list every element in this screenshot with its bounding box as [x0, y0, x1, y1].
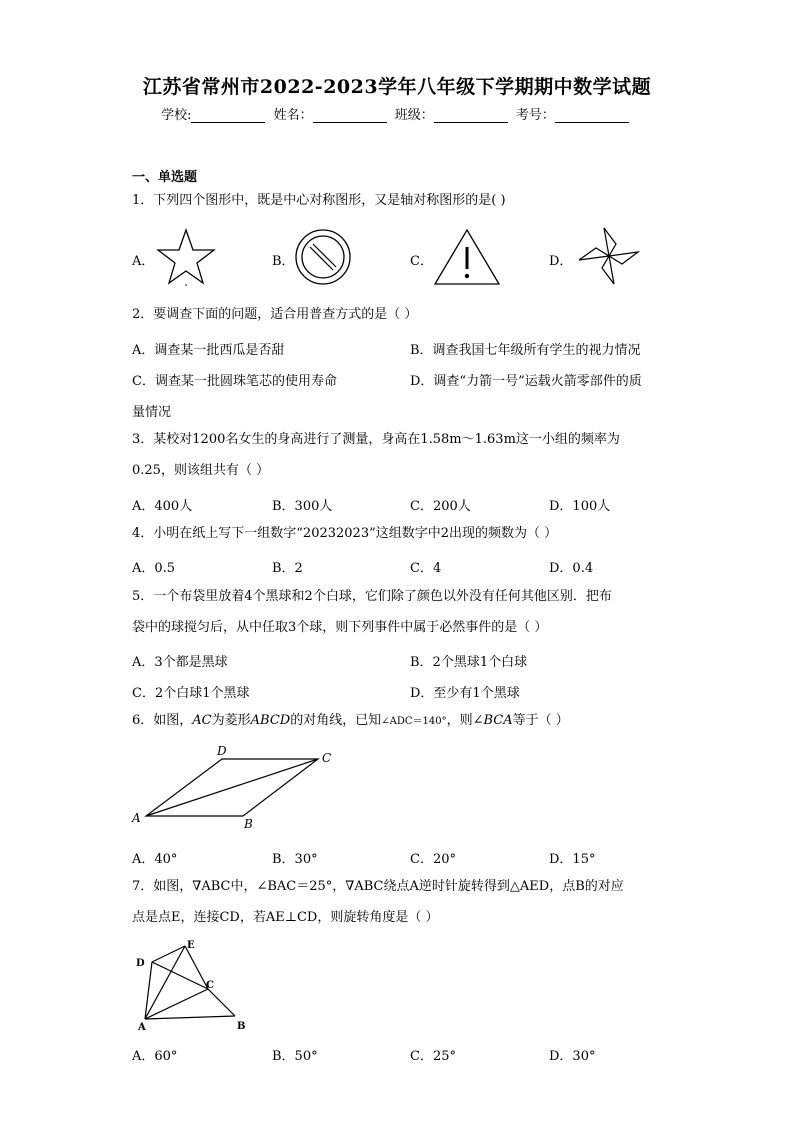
label-a: A: [132, 811, 141, 825]
school-blank[interactable]: [191, 109, 265, 123]
number-label: 考号：: [515, 108, 555, 123]
q2-stem: 2．要调查下面的问题，适合用普查方式的是（ ）: [132, 307, 418, 322]
q6-option-b[interactable]: B．30°: [272, 852, 318, 867]
rhombus-diagram: [128, 742, 348, 834]
q6-abcd: ABCD: [250, 713, 291, 728]
warning-triangle-icon: [432, 227, 502, 289]
label-c: C: [206, 980, 214, 991]
school-label: 学校:: [161, 108, 192, 123]
q6-option-d[interactable]: D．15°: [549, 852, 596, 867]
label-b: B: [237, 1021, 246, 1032]
q4-option-d[interactable]: D．0.4: [549, 561, 594, 576]
q3-option-a[interactable]: A．400人: [132, 499, 193, 514]
q3-option-d[interactable]: D．100人: [549, 499, 611, 514]
rotation-diagram: [130, 936, 260, 1036]
q6-option-c[interactable]: C．20°: [410, 852, 456, 867]
q6-angle-bca: ∠BCA: [472, 713, 513, 728]
q5-option-b[interactable]: B．2个黑球1个白球: [410, 655, 528, 670]
q5-stem-line1: 5．一个布袋里放着4个黑球和2个白球，它们除了颜色以外没有任何其他区别．把布: [132, 589, 612, 604]
q7-option-c[interactable]: C．25°: [410, 1049, 456, 1064]
star-icon: [155, 226, 217, 286]
page-title: 江苏省常州市2022-2023学年八年级下学期期中数学试题: [142, 76, 652, 98]
q7-option-a[interactable]: A．60°: [132, 1049, 178, 1064]
q3-option-c[interactable]: C．200人: [410, 499, 471, 514]
q2-option-d[interactable]: D．调查“力箭一号”运载火箭零部件的质: [410, 374, 642, 389]
q2-option-a[interactable]: A．调查某一批西瓜是否甜: [132, 343, 285, 358]
no-sign-icon: [294, 228, 352, 286]
label-e: E: [187, 940, 195, 951]
q3-stem-line2: 0.25，则该组共有（ ）: [132, 463, 270, 478]
q6-angle-adc: ∠ADC＝140°: [381, 716, 447, 727]
q5-option-a[interactable]: A．3个都是黑球: [132, 655, 228, 670]
q1-stem: 1．下列四个图形中，既是中心对称图形，又是轴对称图形的是( ): [132, 193, 506, 208]
q1-option-b[interactable]: B．: [272, 254, 295, 269]
q1-option-c[interactable]: C．: [410, 254, 433, 269]
section-heading: 一、单选题: [132, 170, 198, 185]
q7-option-d[interactable]: D．30°: [549, 1049, 596, 1064]
q4-option-a[interactable]: A．0.5: [132, 561, 176, 576]
q5-option-c[interactable]: C．2个白球1个黑球: [132, 686, 250, 701]
class-label: 班级：: [394, 108, 434, 123]
q1-option-a[interactable]: A．: [132, 254, 155, 269]
q6-option-a[interactable]: A．40°: [132, 852, 178, 867]
q2-option-d-cont: 量情况: [132, 405, 172, 420]
number-blank[interactable]: [555, 109, 629, 123]
q3-option-b[interactable]: B．300人: [272, 499, 333, 514]
q6-text: 等于（ ）: [512, 713, 569, 728]
pinwheel-icon: [574, 222, 644, 290]
label-b: B: [244, 817, 253, 831]
q4-option-c[interactable]: C．4: [410, 561, 442, 576]
label-a: A: [138, 1022, 146, 1033]
label-c: C: [322, 751, 332, 765]
q7-stem-line1: 7．如图，∇ABC中，∠BAC＝25°，∇ABC绕点A逆时针旋转得到△AED，点B的对应: [132, 879, 624, 894]
name-label: 姓名：: [273, 108, 313, 123]
student-info-line: [0, 104, 794, 123]
q4-stem: 4．小明在纸上写下一组数字“20232023”这组数字中2出现的频数为（ ）: [132, 526, 558, 541]
q3-stem-line1: 3．某校对1200名女生的身高进行了测量，身高在1.58m～1.63m这一小组的频率为: [132, 432, 620, 447]
q6-text: 6．如图，: [132, 713, 193, 728]
q2-option-c[interactable]: C．调查某一批圆珠笔芯的使用寿命: [132, 374, 337, 389]
q6-stem: [132, 713, 569, 730]
label-d: D: [136, 958, 145, 969]
q7-stem-line2: 点是点E，连接CD，若AE⊥CD，则旋转角度是（ ）: [132, 910, 439, 925]
q6-text: ，则: [446, 713, 473, 728]
name-blank[interactable]: [313, 109, 387, 123]
q7-option-b[interactable]: B．50°: [272, 1049, 318, 1064]
q4-option-b[interactable]: B．2: [272, 561, 303, 576]
class-blank[interactable]: [434, 109, 508, 123]
q1-option-d[interactable]: D．: [549, 254, 573, 269]
label-d: D: [217, 744, 227, 758]
q2-option-b[interactable]: B．调查我国七年级所有学生的视力情况: [410, 343, 641, 358]
q6-ac: AC: [192, 713, 212, 728]
q5-option-d[interactable]: D．至少有1个黑球: [410, 686, 520, 701]
q6-text: 的对角线，已知: [290, 713, 382, 728]
q5-stem-line2: 袋中的球搅匀后，从中任取3个球，则下列事件中属于必然事件的是（ ）: [132, 620, 548, 635]
q6-text: 为菱形: [211, 713, 251, 728]
